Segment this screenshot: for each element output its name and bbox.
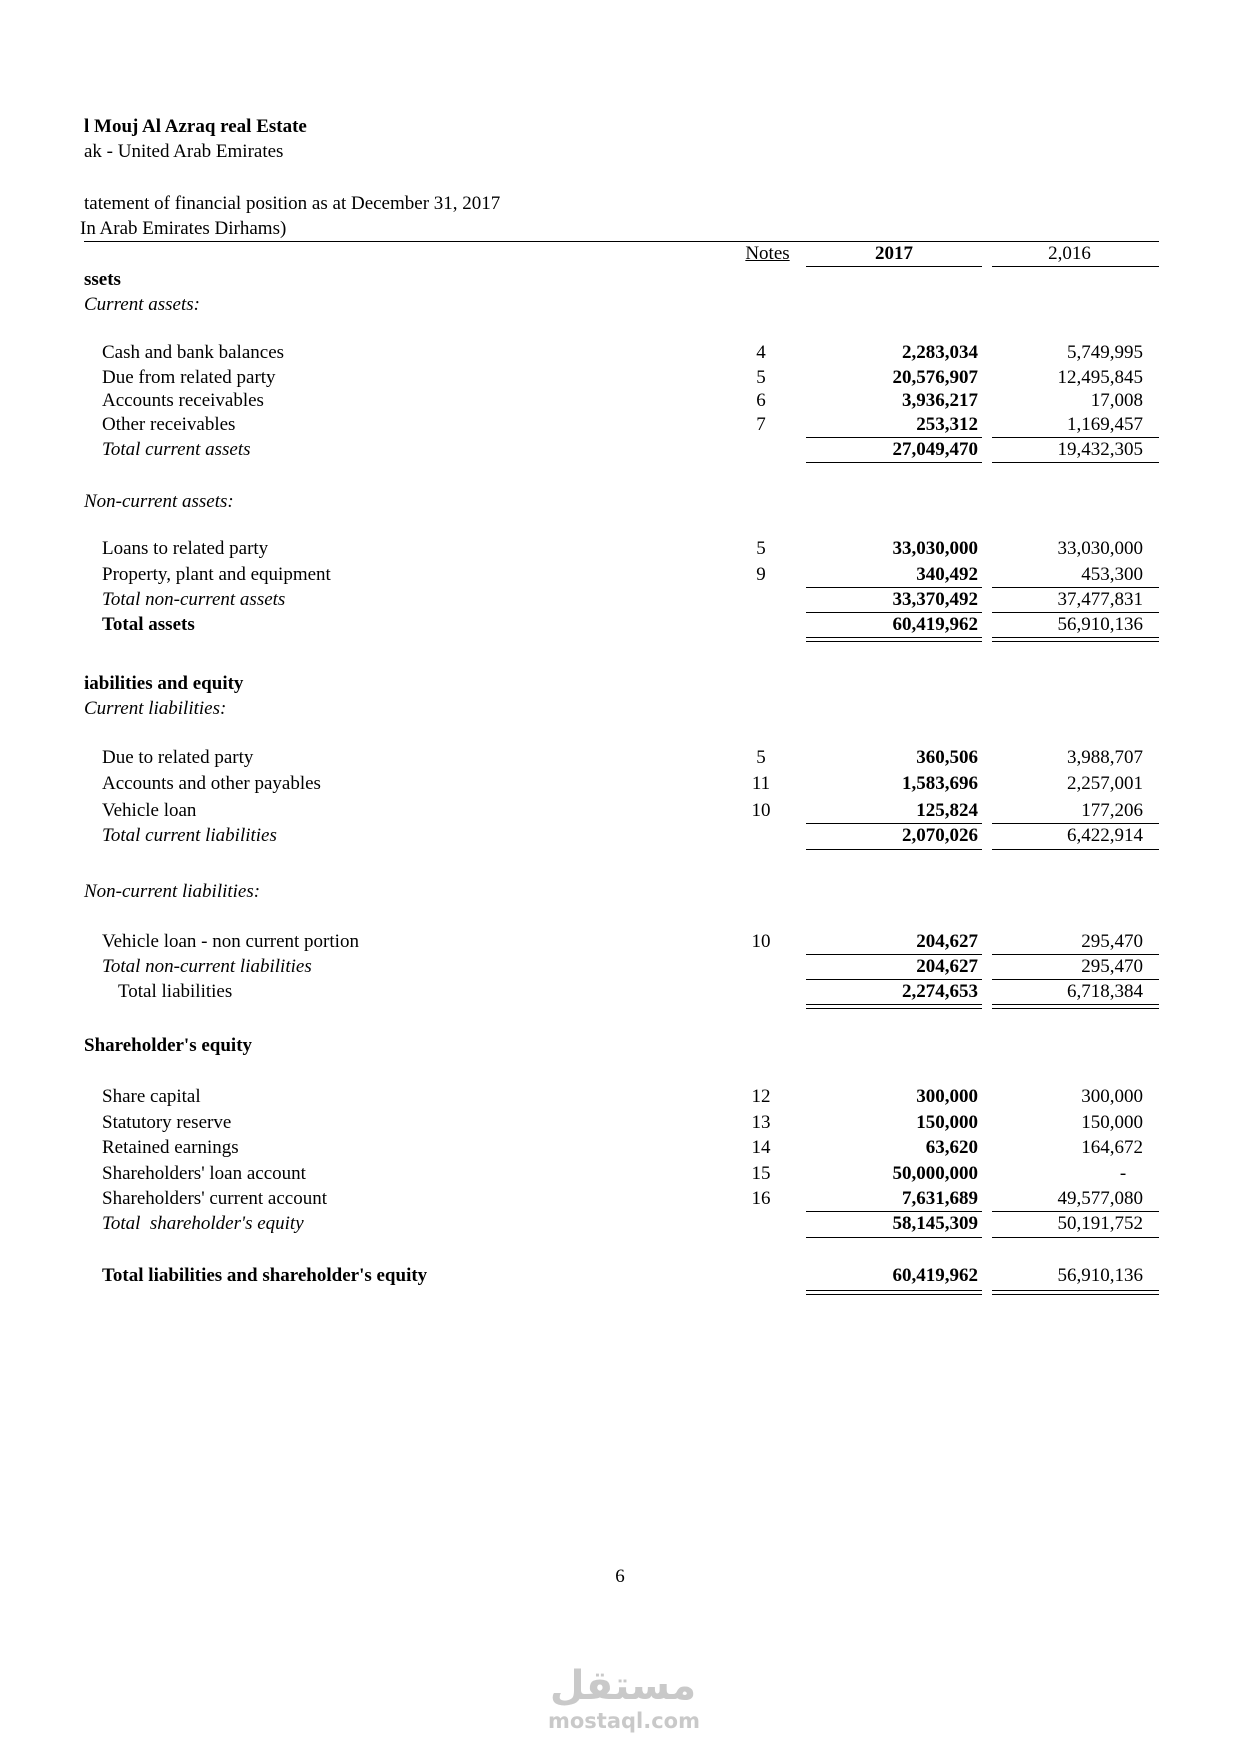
subtotal-rule-2016 [992,1211,1159,1212]
subtotal-underline-2017 [806,849,982,850]
row-value-2017: 60,419,962 [892,1265,978,1286]
subtotal-rule-2017 [806,954,982,955]
row-note: 13 [751,1112,771,1133]
row-label: Property, plant and equipment [102,564,331,585]
equity-heading: Shareholder's equity [84,1035,253,1056]
row-label: Share capital [102,1086,201,1107]
row-value-2016: 300,000 [1081,1086,1143,1107]
subtotal-rule-2017 [806,587,982,588]
subtotal-underline-2016 [992,1237,1159,1238]
subtotal-underline-2017 [806,612,982,613]
row-value-2017: 3,936,217 [902,390,978,411]
row-label: Shareholders' loan account [102,1163,306,1184]
row-value-2016: 12,495,845 [1057,367,1143,388]
row-value-2017: 2,283,034 [902,342,978,363]
row-value-2016: 1,169,457 [1067,414,1143,435]
row-value-2016: 295,470 [1081,931,1143,952]
total-double-rule-2017 [806,1004,982,1009]
row-value-2016: 56,910,136 [1057,614,1143,635]
row-value-2017: 58,145,309 [892,1213,978,1234]
row-note: 11 [751,773,771,794]
row-value-2016: 453,300 [1081,564,1143,585]
row-label: Total shareholder's equity [102,1213,304,1234]
row-note: 6 [756,390,766,411]
row-value-2017: 360,506 [916,747,978,768]
row-value-2017: 204,627 [916,931,978,952]
row-value-2017: 300,000 [916,1086,978,1107]
row-note: 7 [756,414,766,435]
page-number: 6 [615,1566,625,1587]
company-name: l Mouj Al Azraq real Estate [84,116,307,137]
watermark-arabic: مستقل [549,1663,697,1709]
row-value-2017: 33,370,492 [892,589,978,610]
row-label: Retained earnings [102,1137,239,1158]
row-value-2017: 7,631,689 [902,1188,978,1209]
subtotal-rule-2017 [806,1211,982,1212]
row-note: 4 [756,342,766,363]
year-2016-header: 2,016 [1048,243,1091,264]
notes-column-header: Notes [745,243,790,264]
row-label: Due from related party [102,367,276,388]
total-double-rule-2016 [992,637,1159,642]
row-value-2016: 33,030,000 [1057,538,1143,559]
row-label: Statutory reserve [102,1112,232,1133]
total-double-rule-2016 [992,1004,1159,1009]
subtotal-underline-2017 [806,979,982,980]
row-note: 9 [756,564,766,585]
grand-total-double-rule-2017 [806,1290,982,1295]
row-label: Total liabilities and shareholder's equity [102,1265,428,1286]
subtotal-rule-2016 [992,437,1159,438]
row-note: 10 [751,800,771,821]
row-value-2016: 37,477,831 [1057,589,1143,610]
row-label: Accounts and other payables [102,773,321,794]
row-label: Total non-current assets [102,589,286,610]
row-note: 14 [751,1137,771,1158]
row-value-2016: 17,008 [1090,390,1143,411]
row-label: Vehicle loan [102,800,197,821]
row-label: Total assets [102,614,195,635]
row-value-2016: 150,000 [1081,1112,1143,1133]
current-liabilities-heading: Current liabilities: [84,698,227,719]
currency-note: In Arab Emirates Dirhams) [80,218,287,239]
row-value-2016: 56,910,136 [1057,1265,1143,1286]
current-assets-heading: Current assets: [84,294,200,315]
row-value-2016: 2,257,001 [1067,773,1143,794]
row-label: Total current assets [102,439,251,460]
nil-dash: - [1119,1163,1127,1184]
row-note: 15 [751,1163,771,1184]
subtotal-rule-2016 [992,587,1159,588]
row-value-2016 [996,1163,1143,1185]
row-value-2016: 164,672 [1081,1137,1143,1158]
row-value-2017: 2,070,026 [902,825,978,846]
subtotal-underline-2016 [992,462,1159,463]
subtotal-rule-2016 [992,823,1159,824]
watermark-latin: mostaql.com [548,1709,700,1733]
row-value-2016: 19,432,305 [1057,439,1143,460]
row-value-2016: 177,206 [1081,800,1143,821]
row-label: Due to related party [102,747,254,768]
row-value-2017: 253,312 [916,414,978,435]
row-label: Total current liabilities [102,825,277,846]
subtotal-rule-2017 [806,823,982,824]
row-note: 16 [751,1188,771,1209]
row-label: Other receivables [102,414,236,435]
row-value-2017: 2,274,653 [902,981,978,1002]
noncurrent-assets-heading: Non-current assets: [84,491,234,512]
row-value-2016: 6,718,384 [1067,981,1143,1002]
row-label: Total non-current liabilities [102,956,312,977]
header-underline-2016 [992,266,1159,267]
subtotal-underline-2016 [992,612,1159,613]
row-value-2016: 49,577,080 [1057,1188,1143,1209]
noncurrent-liabilities-heading: Non-current liabilities: [84,881,261,902]
row-value-2017: 1,583,696 [902,773,978,794]
row-value-2017: 33,030,000 [892,538,978,559]
row-value-2017: 60,419,962 [892,614,978,635]
subtotal-rule-2017 [806,437,982,438]
mostaql-watermark [548,1663,698,1733]
row-label: Cash and bank balances [102,342,285,363]
row-value-2017: 20,576,907 [892,367,978,388]
subtotal-rule-2016 [992,954,1159,955]
subtotal-underline-2017 [806,462,982,463]
row-value-2016: 295,470 [1081,956,1143,977]
row-note: 5 [756,367,766,388]
row-value-2017: 204,627 [916,956,978,977]
row-value-2017: 150,000 [916,1112,978,1133]
row-label: Total liabilities [118,981,233,1002]
row-note: 12 [751,1086,771,1107]
row-note: 5 [756,747,766,768]
subtotal-underline-2016 [992,849,1159,850]
row-value-2017: 50,000,000 [892,1163,978,1184]
total-double-rule-2017 [806,637,982,642]
header-rule [84,241,1159,242]
liabilities-heading: iabilities and equity [84,673,244,694]
statement-title: tatement of financial position as at December 31, 2017 [84,193,501,214]
year-2017-header: 2017 [875,243,913,264]
row-value-2017: 125,824 [916,800,978,821]
row-value-2017: 340,492 [916,564,978,585]
row-value-2016: 3,988,707 [1067,747,1143,768]
subtotal-underline-2017 [806,1237,982,1238]
subtotal-underline-2016 [992,979,1159,980]
row-value-2016: 50,191,752 [1057,1213,1143,1234]
grand-total-double-rule-2016 [992,1290,1159,1295]
company-location: ak - United Arab Emirates [84,141,284,162]
row-value-2017: 27,049,470 [892,439,978,460]
row-value-2016: 6,422,914 [1067,825,1143,846]
row-label: Shareholders' current account [102,1188,327,1209]
row-value-2017: 63,620 [925,1137,978,1158]
row-note: 5 [756,538,766,559]
row-label: Loans to related party [102,538,269,559]
header-underline-2017 [806,266,982,267]
row-value-2016: 5,749,995 [1067,342,1143,363]
row-label: Vehicle loan - non current portion [102,931,359,952]
assets-heading: ssets [84,269,121,290]
row-note: 10 [751,931,771,952]
row-label: Accounts receivables [102,390,264,411]
